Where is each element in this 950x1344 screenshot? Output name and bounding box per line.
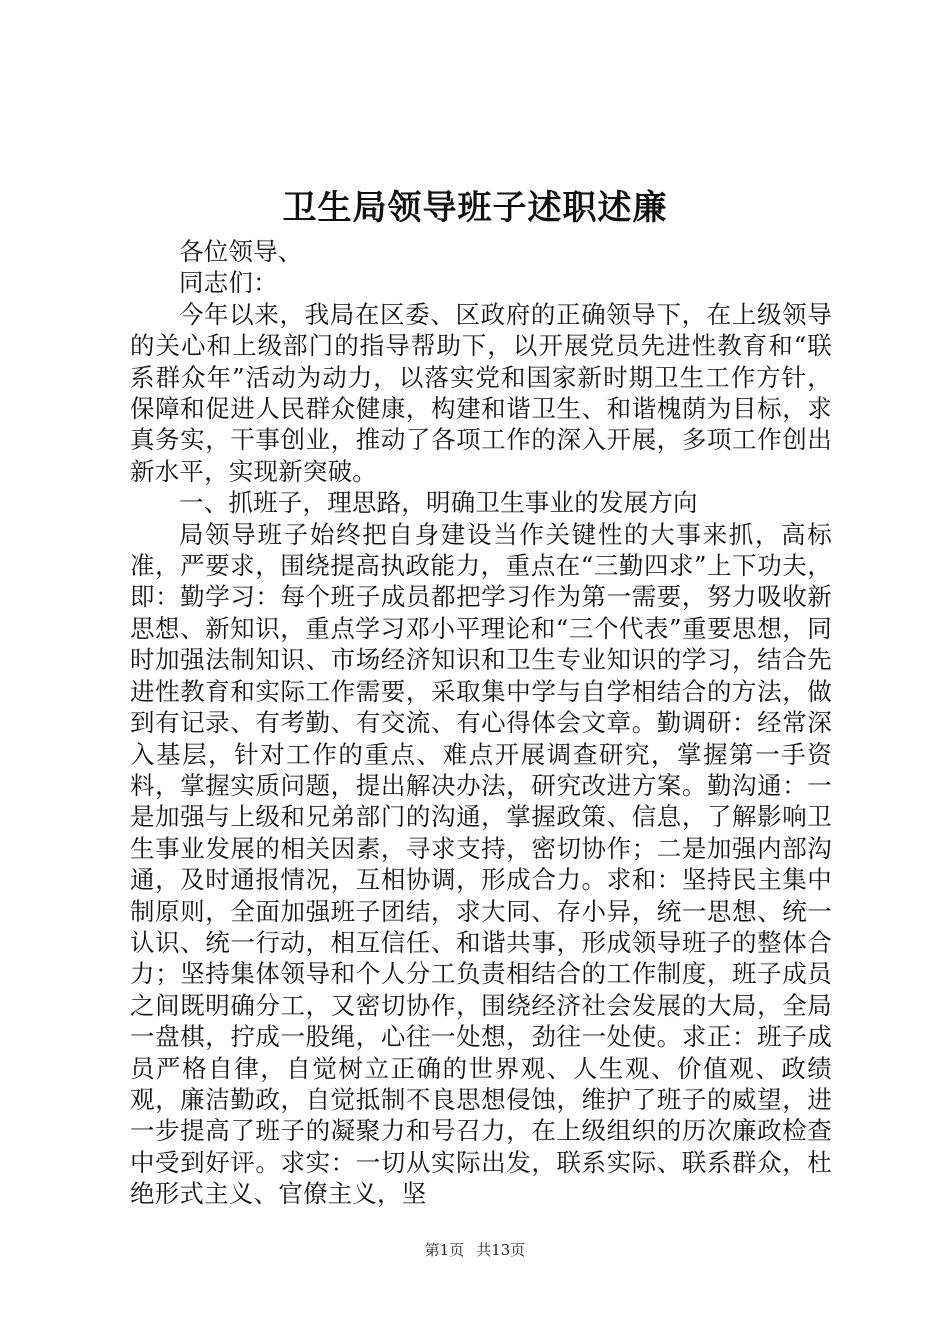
- salutation-leaders: 各位领导、: [179, 237, 303, 266]
- section-heading-1: 一、抓班子，理思路，明确卫生事业的发展方向: [179, 488, 698, 518]
- page-footer: [0, 1240, 950, 1260]
- document-body: [130, 236, 832, 1210]
- intro-paragraph: 今年以来，我局在区委、区政府的正确领导下，在上级领导的关心和上级部门的指导帮助下，以开展党员先进性教育和“联系群众年”活动为动力，以落实党和国家新时期卫生工作方针，保障和促进人民群众健康，构建和谐卫生、和谐槐荫为目标，求真务实，干事创业，推动了各项工作的深入开展，多项工作创出新水平，实现新突破。: [130, 299, 832, 486]
- page-number: 第1页: [424, 1241, 465, 1259]
- page-total: 共13页: [476, 1241, 526, 1259]
- section-1-paragraph: 局领导班子始终把自身建设当作关键性的大事来抓，高标准，严要求，围绕提高执政能力，重点在“三勤四求”上下功夫，即：勤学习：每个班子成员都把学习作为第一需要，努力吸收新思想、新知识，重点学习邓小平理论和“三个代表”重要思想，同时加强法制知识、市场经济知识和卫生专业知识的学习，结合先进性教育和实际工作需要，采取集中学与自学相结合的方法，做到有记录、有考勤、有交流、有心得体会文章。勤调研：经常深入基层，针对工作的重点、难点开展调查研究，掌握第一手资料，掌握实质问题，提出解决办法，研究改进方案。勤沟通：一是加强与上级和兄弟部门的沟通，掌握政策、信息，了解影响卫生事业发展的相关因素，寻求支持，密切协作；二是加强内部沟通，及时通报情况，互相协调，形成合力。求和：坚持民主集中制原则，全面加强班子团结，求大同、存小异，统一思想、统一认识、统一行动，相互信任、和谐共事，形成领导班子的整体合力；坚持集体领导和个人分工负责相结合的工作制度，班子成员之间既明确分工，又密切协作，围绕经济社会发展的大局，全局一盘棋，拧成一股绳，心往一处想，劲往一处使。求正：班子成员严格自律，自觉树立正确的世界观、人生观、价值观、政绩观，廉洁勤政，自觉抵制不良思想侵蚀，维护了班子的威望，进一步提高了班子的凝聚力和号召力，在上级组织的历次廉政检查中受到好评。求实：一切从实际出发，联系实际、联系群众，杜绝形式主义、官僚主义，坚: [130, 519, 832, 1209]
- salutation-comrades: 同志们：: [179, 268, 278, 298]
- document-title: 卫生局领导班子述职述廉: [282, 188, 668, 228]
